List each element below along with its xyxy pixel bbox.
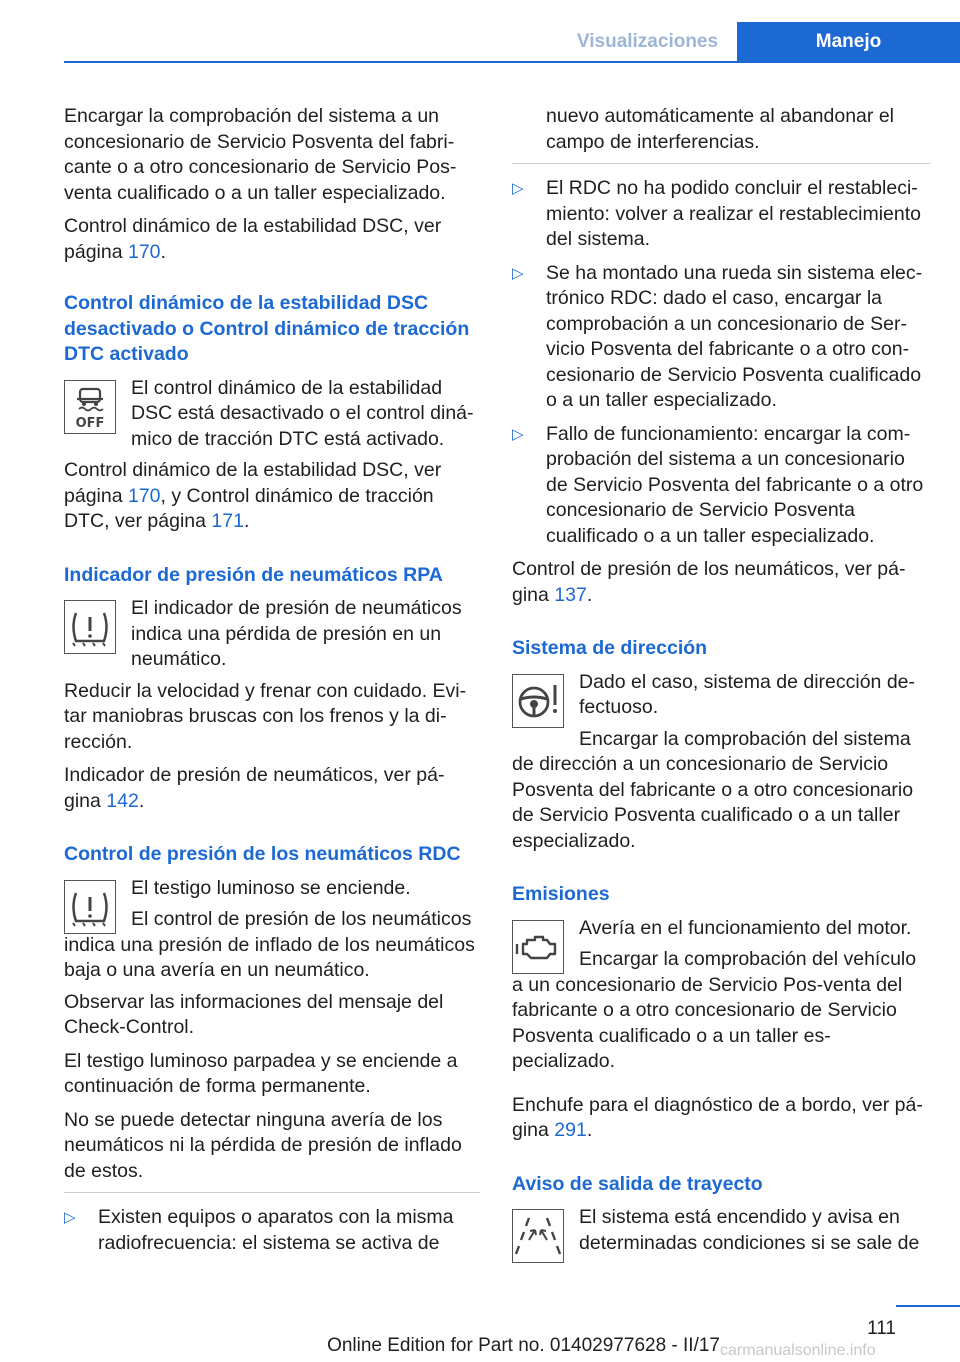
paragraph: Enchufe para el diagnóstico de a bordo, ver pá‐gina 291. — [512, 1093, 923, 1141]
indicator-text: El control dinámico de la estabilidad DSC está desactivado o el control diná‐mico de tracción DTC está activado. — [131, 376, 474, 450]
indicator-block-dsc — [64, 376, 480, 453]
paragraph: Observar las informaciones del mensaje del Check-Control. — [64, 990, 444, 1038]
bullet-icon: ▷ — [512, 425, 524, 443]
section-heading-emissions: Emisiones — [512, 883, 610, 905]
page-link[interactable]: 291 — [554, 1119, 587, 1141]
page-link[interactable]: 137 — [554, 583, 587, 606]
paragraph: Control de presión de los neumáticos, ver pá‐gina 137. — [512, 558, 906, 606]
engine-check-icon — [512, 920, 564, 974]
section-heading-lane-departure: Aviso de salida de trayecto — [512, 1172, 763, 1195]
indicator-block-lane-departure — [512, 1205, 930, 1256]
indicator-block-emissions — [512, 916, 930, 1075]
list-item: ▷ Existen equipos o aparatos con la misma radiofrecuencia: el sistema se activa de — [64, 1206, 454, 1254]
list-divider — [512, 163, 930, 164]
paragraph: El testigo luminoso parpadea y se enciende a continuación de forma permanente. — [64, 1049, 458, 1097]
section-heading-dsc: Control dinámico de la estabilidad DSC desactivado o Control dinámico de tracción DTC activado — [64, 292, 470, 365]
paragraph: Indicador de presión de neumáticos, ver pá‐gina 142. — [64, 764, 445, 812]
list-item: ▷ Se ha montado una rueda sin sistema elec‐trónico RDC: dado el caso, encargar la comprobación a un concesionario de Ser‐vicio Posventa del fabricante o a otro con‐cesionario de Servicio Posventa cualificado o a un taller especializado. — [512, 261, 923, 411]
left-column — [64, 104, 480, 1264]
steering-warning-icon — [512, 674, 564, 728]
right-column — [512, 104, 930, 1262]
indicator-text: El control de presión de los neumáticos indica una presión de inflado de los neumáticos baja o una avería en un neumático. — [64, 908, 475, 981]
page-link[interactable]: 171 — [211, 510, 244, 532]
section-heading-rpa: Indicador de presión de neumáticos RPA — [64, 563, 443, 586]
paragraph: Control dinámico de la estabilidad DSC, ver página 170. — [64, 215, 442, 263]
bullet-list — [512, 176, 930, 549]
page-number: 111 — [867, 1318, 896, 1339]
tire-pressure-warning-icon — [64, 880, 116, 934]
list-item: ▷ El RDC no ha podido concluir el restableci‐miento: volver a realizar el restablecimiento del sistema. — [512, 177, 921, 250]
indicator-text: El indicador de presión de neumáticos indica una pérdida de presión en un neumático. — [131, 597, 462, 670]
indicator-block-rpa — [64, 596, 480, 673]
section-heading-rdc: Control de presión de los neumáticos RDC — [64, 843, 461, 865]
indicator-block-steering — [512, 670, 930, 855]
indicator-text: Encargar la comprobación del vehículo a un concesionario de Servicio Pos‐venta del fabricante o a otro concesionario de Servicio Posventa cualificado o a un taller es‐pecializado. — [512, 948, 917, 1072]
page-link[interactable]: 170 — [127, 484, 161, 507]
indicator-text: El testigo luminoso se enciende. — [131, 876, 411, 899]
header-rule — [64, 61, 960, 63]
indicator-block-rdc — [64, 876, 480, 984]
edition-note: Online Edition for Part no. 01402977628 - II/17 — [327, 1335, 720, 1356]
lane-departure-icon — [512, 1209, 564, 1263]
indicator-text: Encargar la comprobación del sistema de dirección a un concesionario de Servicio Posventa del fabricante o a otro concesionario de Servicio Posventa cualificado o a un taller especializado. — [512, 727, 914, 852]
bullet-icon: ▷ — [512, 180, 524, 197]
bullet-list — [64, 1205, 480, 1256]
list-item-continuation: nuevo automáticamente al abandonar el campo de interferencias. — [546, 105, 894, 153]
svg-text:OFF: OFF — [75, 415, 105, 431]
tire-pressure-warning-icon — [64, 600, 116, 654]
bullet-icon: ▷ — [64, 1209, 76, 1226]
indicator-text: El sistema está encendido y avisa en determinadas condiciones si se sale de — [579, 1206, 920, 1254]
indicator-text: Dado el caso, sistema de dirección de‐fectuoso. — [579, 670, 916, 718]
paragraph: Control dinámico de la estabilidad DSC, ver página 170, y Control dinámico de tracción DTC, ver página 171. — [64, 459, 442, 532]
indicator-text: Avería en el funcionamiento del motor. — [579, 916, 912, 939]
footer-rule — [896, 1305, 960, 1307]
paragraph: Encargar la comprobación del sistema a un concesionario de Servicio Posventa del fabri‐cante o a otro concesionario de Servicio Pos‐venta cualificado o a un taller especializado. — [64, 105, 457, 204]
page-link[interactable]: 170 — [127, 240, 161, 263]
section-heading-steering: Sistema de dirección — [512, 637, 708, 659]
header-tab-manejo[interactable]: Manejo — [737, 22, 960, 62]
paragraph: Reducir la velocidad y frenar con cuidado. Evi‐tar maniobras bruscas con los frenos y la di‐rección. — [64, 679, 467, 753]
paragraph: No se puede detectar ninguna avería de los neumáticos ni la pérdida de presión de inflado de estos. — [64, 1108, 462, 1182]
list-item: ▷ Fallo de funcionamiento: encargar la com‐probación del sistema a un concesionario de Servicio Posventa del fabricante o a otro concesionario de Servicio Posventa cualificado o a un taller especializado. — [512, 422, 924, 547]
page-link[interactable]: 142 — [106, 789, 139, 812]
dsc-off-icon — [64, 380, 116, 434]
bullet-icon: ▷ — [512, 264, 524, 282]
watermark: carmanualsonline.info — [720, 1342, 876, 1359]
header-tab-visualizaciones[interactable]: Visualizaciones — [576, 31, 719, 52]
list-divider — [64, 1192, 480, 1193]
